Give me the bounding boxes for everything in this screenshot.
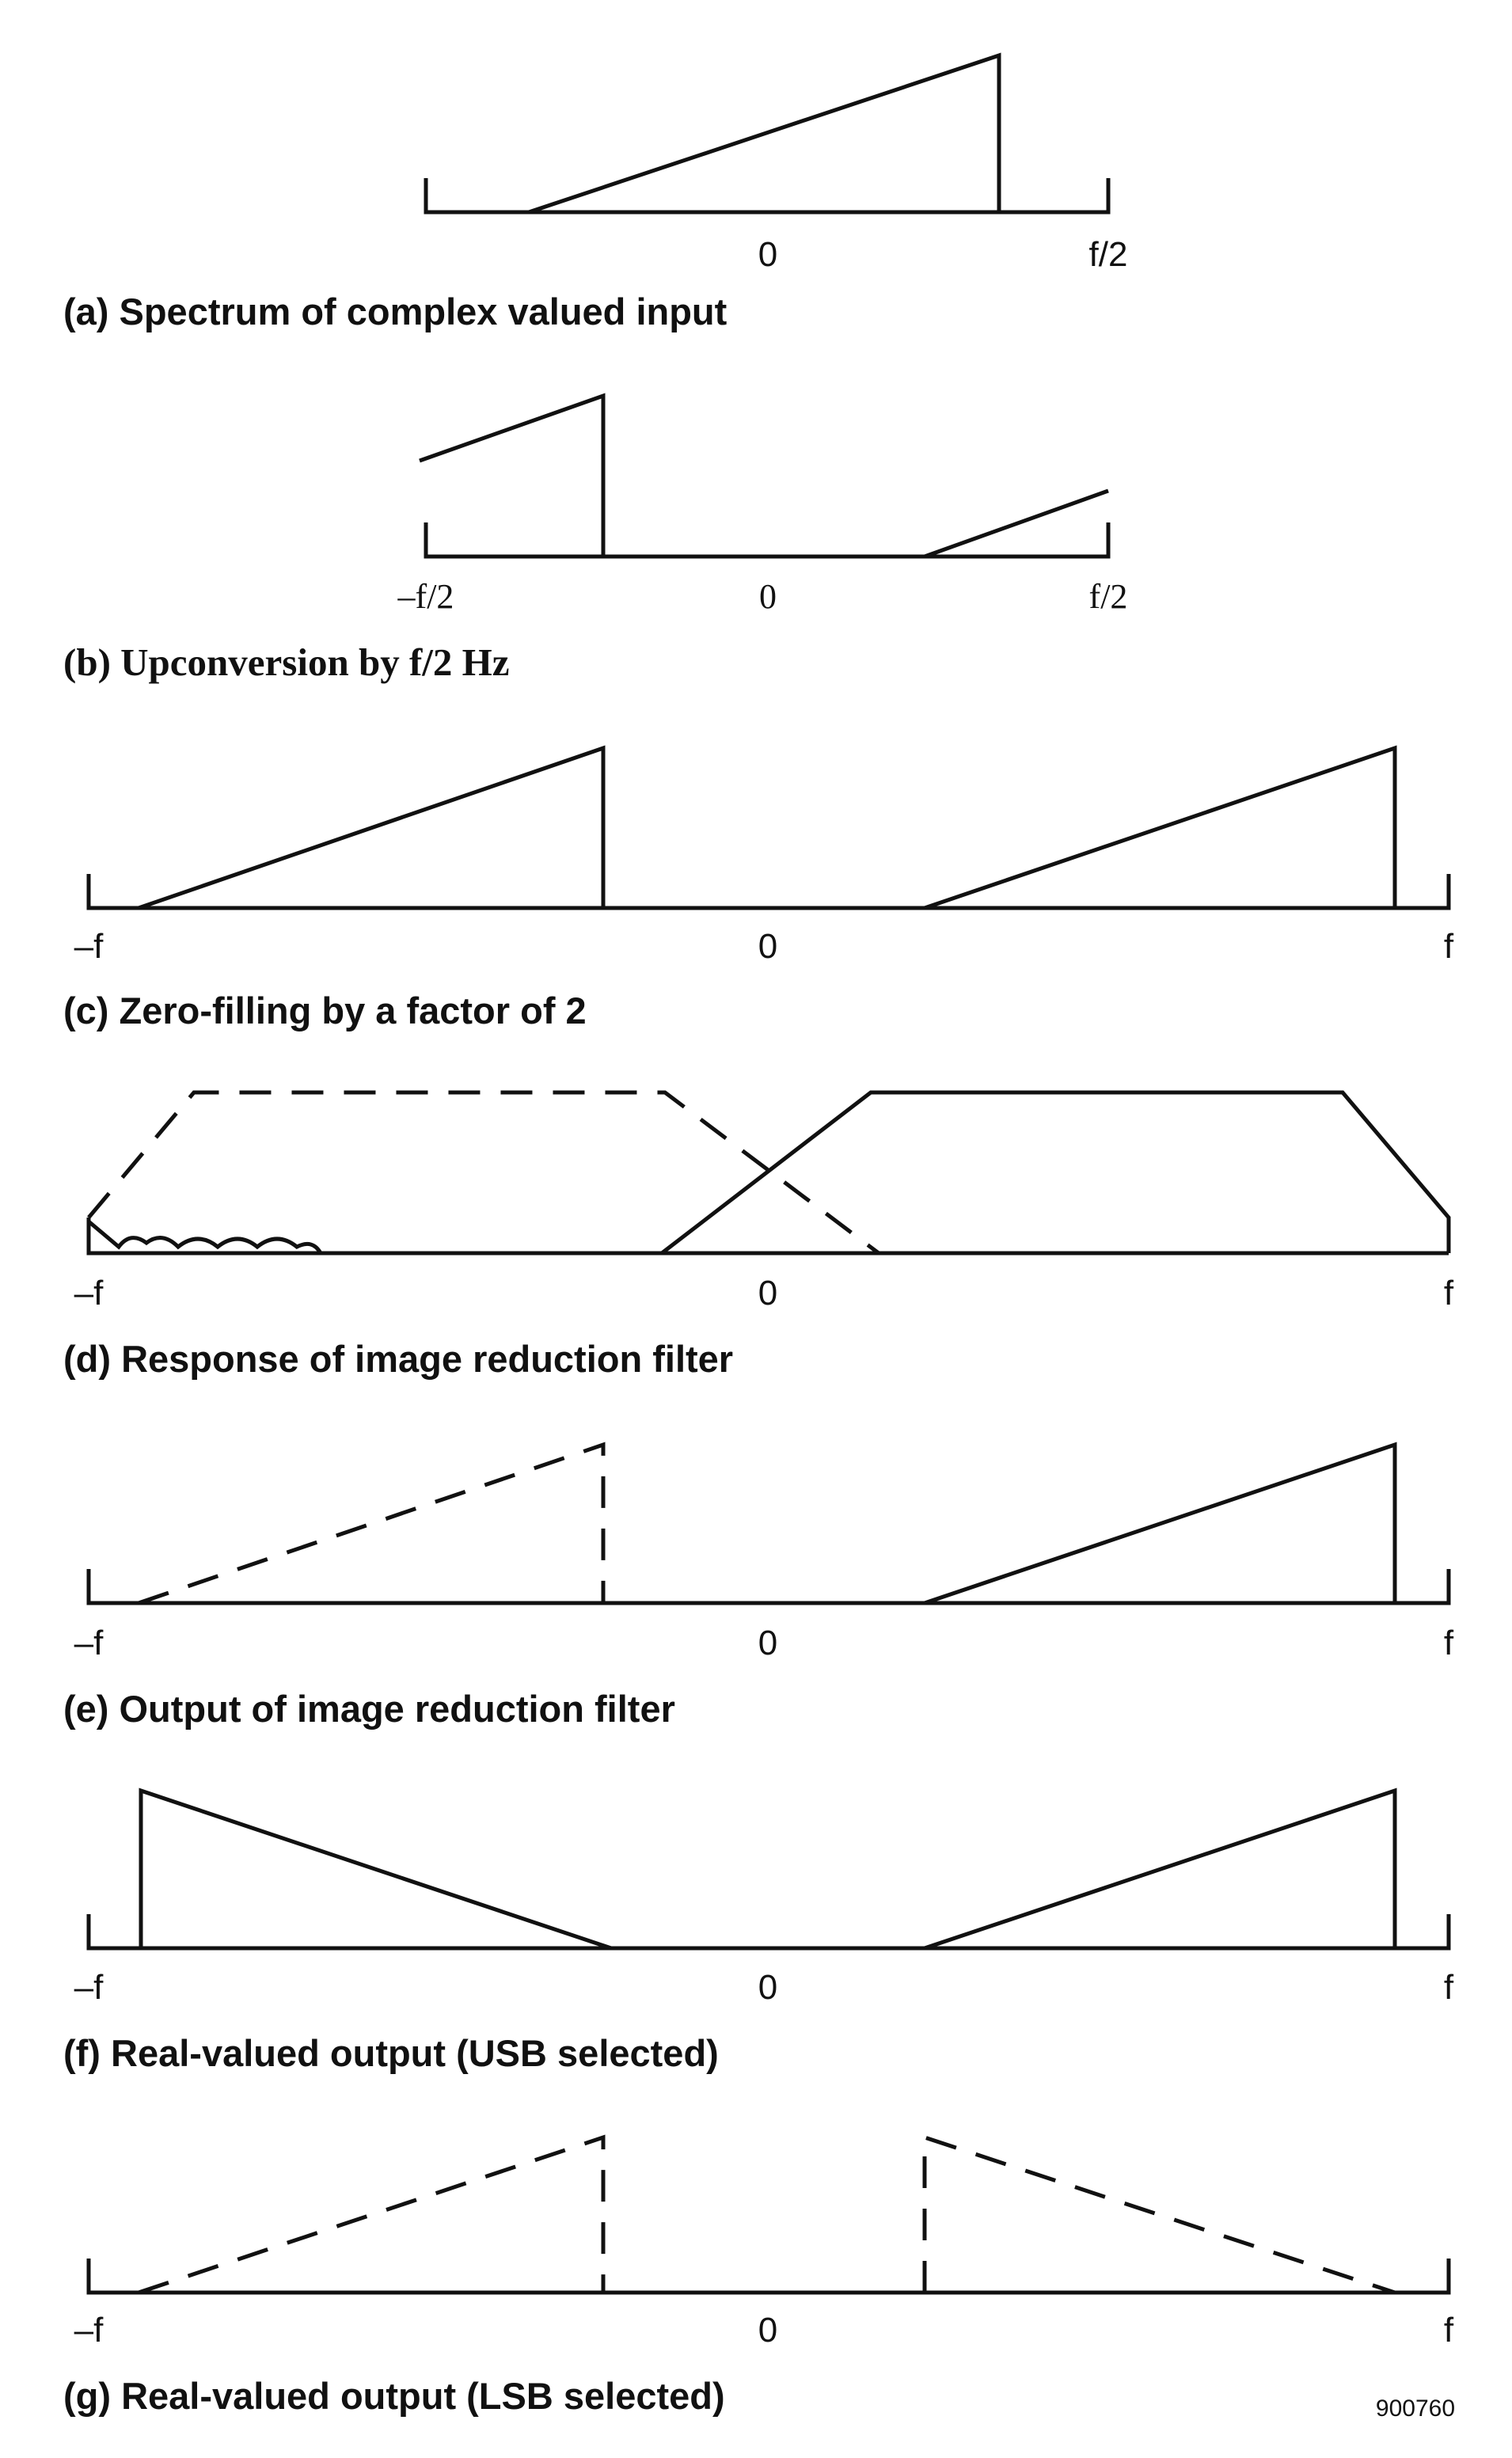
panel-f-axis: [89, 1914, 1449, 1948]
panel-f: [63, 1791, 1454, 2074]
panel-f-caption: (f) Real-valued output (USB selected): [63, 2032, 719, 2074]
panel-a-tick-zero: 0: [758, 235, 778, 274]
panel-g: [63, 2137, 1454, 2417]
panel-d: [63, 1092, 1454, 1380]
panel-c-caption: (c) Zero-filling by a factor of 2: [63, 990, 587, 1031]
panel-g-axis: [89, 2259, 1449, 2293]
panel-d-tick-f: f: [1443, 1274, 1454, 1313]
panel-b-tick-half: f/2: [1088, 577, 1128, 616]
panel-a: [63, 55, 1127, 332]
panel-f-tick-f: f: [1443, 1968, 1454, 2007]
panel-d-tick-zero: 0: [758, 1274, 778, 1313]
panel-c-axis: [89, 874, 1449, 908]
panel-g-tick-zero: 0: [758, 2311, 778, 2350]
panel-b-caption: (b) Upconversion by f/2 Hz: [63, 640, 510, 684]
panel-a-caption: (a) Spectrum of complex valued input: [63, 291, 728, 332]
panel-d-caption: (d) Response of image reduction filter: [63, 1338, 734, 1380]
panel-b-tick-neg-half: –f/2: [397, 577, 454, 616]
panel-d-passband: [662, 1092, 1449, 1253]
panel-c-spectrum-right: [925, 748, 1395, 908]
figure-id: 900760: [1375, 2395, 1455, 2422]
panel-c-tick-neg-f: –f: [74, 927, 104, 966]
panel-g-spectrum-right: [925, 2137, 1395, 2293]
panel-b: [63, 396, 1127, 684]
panel-d-stopband-ripple: [89, 1221, 321, 1253]
panel-f-spectrum-left: [141, 1791, 611, 1948]
panel-e: [63, 1445, 1454, 1730]
panel-a-axis: [426, 178, 1108, 212]
panel-f-tick-neg-f: –f: [74, 1968, 104, 2007]
panel-c-tick-f: f: [1443, 927, 1454, 966]
panel-c-spectrum-left: [139, 748, 603, 908]
panel-d-axis: [89, 1218, 1449, 1253]
panel-e-caption: (e) Output of image reduction filter: [63, 1688, 675, 1730]
panel-c-tick-zero: 0: [758, 927, 778, 966]
panel-f-tick-zero: 0: [758, 1968, 778, 2007]
panel-g-spectrum-left: [139, 2137, 603, 2293]
panel-c: [63, 748, 1454, 1031]
panel-b-spectrum-right: [925, 491, 1108, 557]
panel-e-image-residual: [139, 1445, 603, 1603]
panel-a-spectrum: [529, 55, 999, 212]
panel-d-image-response: [89, 1092, 879, 1253]
panel-f-spectrum-right: [925, 1791, 1395, 1948]
panel-d-tick-neg-f: –f: [74, 1274, 104, 1313]
panel-e-tick-f: f: [1443, 1624, 1454, 1662]
panel-g-caption: (g) Real-valued output (LSB selected): [63, 2375, 725, 2417]
panel-g-tick-f: f: [1443, 2311, 1454, 2350]
panel-e-spectrum-right: [925, 1445, 1395, 1603]
panel-b-spectrum-left: [420, 396, 603, 557]
panel-b-tick-zero: 0: [759, 577, 777, 616]
panel-e-tick-neg-f: –f: [74, 1624, 104, 1662]
panel-e-axis: [89, 1569, 1449, 1603]
panel-e-tick-zero: 0: [758, 1624, 778, 1662]
panel-g-tick-neg-f: –f: [74, 2311, 104, 2350]
panel-a-tick-half: f/2: [1088, 235, 1128, 274]
